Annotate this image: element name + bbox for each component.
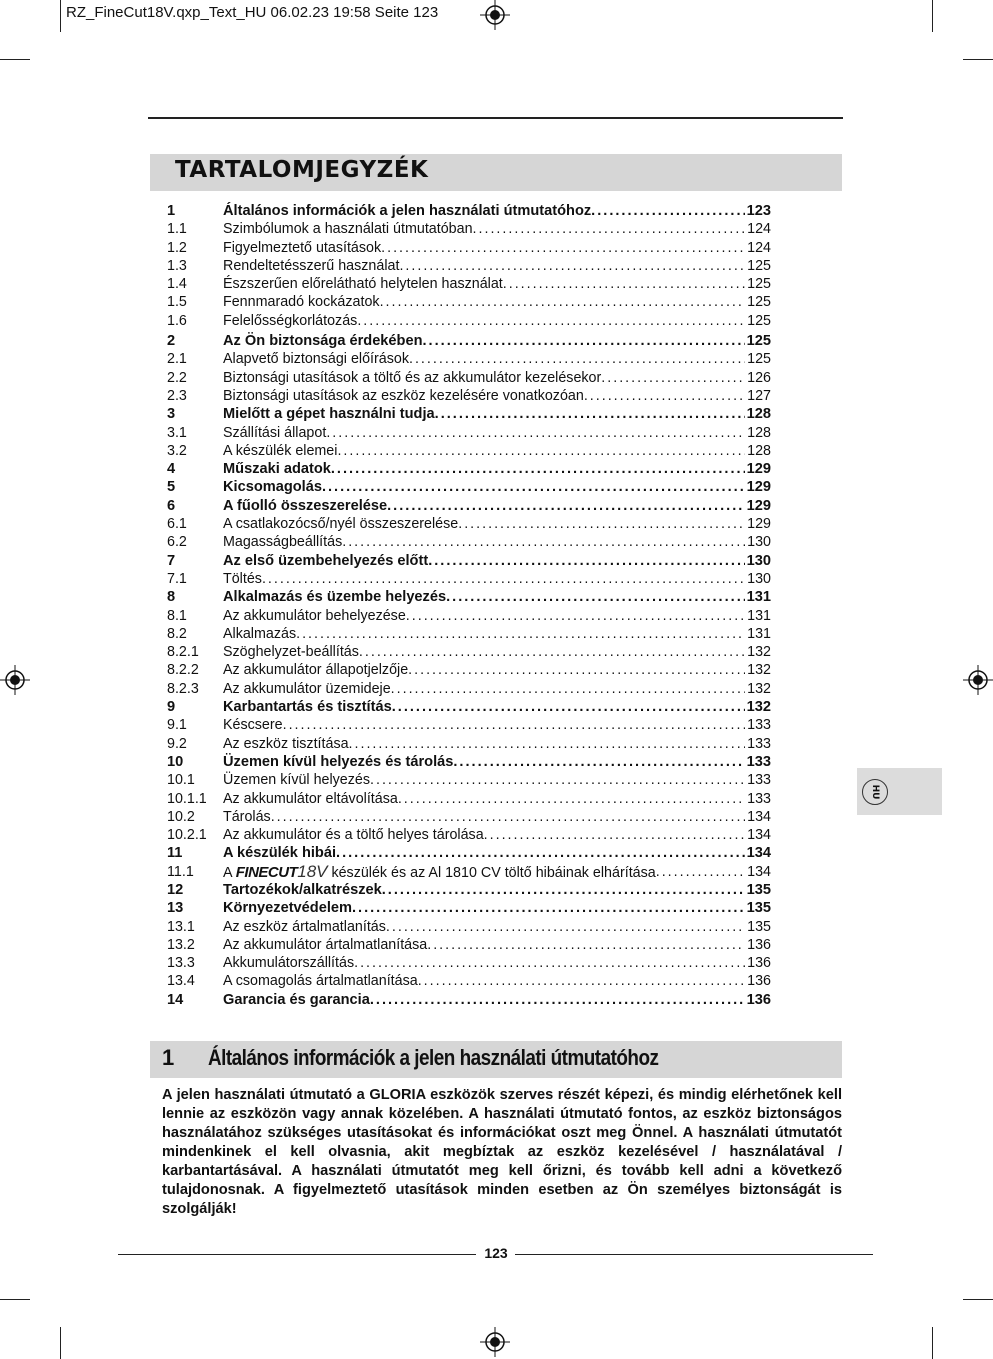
toc-entry-title-prefix: A [223,864,232,881]
toc-entry-number: 4 [167,461,176,478]
toc-entry-number: 9.2 [167,735,187,752]
toc-entry-title: Mielőtt a gépet használni tudja [223,406,435,423]
toc-leader-dots [406,607,745,625]
toc-leader-dots [283,716,746,734]
toc-entry-page: 132 [747,644,771,661]
toc-entry-page: 128 [746,406,771,423]
toc-entry[interactable] [167,899,771,917]
crop-mark [963,59,993,60]
toc-entry-title: Tartozékok/alkatrészek [223,881,382,898]
toc-entry[interactable] [167,643,771,661]
toc-entry-title: Szöghelyzet-beállítás [223,644,359,661]
toc-entry-page: 134 [746,845,771,862]
toc-entry-line [223,753,771,771]
toc-entry-line [223,863,771,881]
language-badge: HU [862,779,888,805]
toc-entry[interactable] [167,771,771,789]
top-rule [148,117,843,119]
toc-entry-title: Az eszköz tisztítása [223,735,349,752]
toc-entry-page: 125 [747,294,771,311]
toc-leader-dots [359,643,745,661]
toc-entry-line [223,312,771,330]
crop-mark [60,0,61,32]
toc-entry-title: Szimbólumok a használati útmutatóban [223,221,473,238]
toc-entry[interactable] [167,202,771,220]
toc-entry-title: Akkumulátorszállítás [223,955,355,972]
toc-entry[interactable] [167,716,771,734]
toc-entry-line [223,350,771,368]
toc-entry-title-suffix: készülék és az Al 1810 CV töltő hibáinak elhárítása [327,864,656,881]
footer-rule [118,1254,476,1255]
toc-entry-line [223,716,771,734]
toc-entry-title: Az akkumulátor üzemideje [223,680,391,697]
toc-entry-page: 131 [746,589,771,606]
toc-entry-number: 6.1 [167,516,187,533]
toc-entry[interactable] [167,954,771,972]
toc-entry-line [223,643,771,661]
toc-entry-number: 3 [167,406,176,423]
toc-entry[interactable] [167,220,771,238]
toc-entry-page: 129 [746,479,771,496]
toc-entry-number: 10.1 [167,772,195,789]
toc-entry[interactable] [167,275,771,293]
toc-entry-page: 128 [747,424,771,441]
toc-entry[interactable] [167,387,771,405]
toc-entry[interactable] [167,607,771,625]
toc-leader-dots [656,863,745,881]
crop-mark [0,1299,30,1300]
crop-mark [963,1299,993,1300]
table-of-contents [167,202,771,1009]
toc-leader-dots [381,239,745,257]
toc-entry-page: 132 [747,662,771,679]
toc-entry-number: 1.5 [167,294,187,311]
toc-entry-line [223,844,771,862]
toc-entry-number: 5 [167,479,176,496]
toc-leader-dots [473,220,746,238]
toc-entry-page: 132 [747,680,771,697]
toc-entry-page: 124 [747,221,771,238]
toc-entry-line [223,239,771,257]
toc-entry-number: 6.2 [167,534,187,551]
toc-leader-dots [446,588,745,606]
registration-mark-icon [963,665,993,695]
toc-entry[interactable] [167,478,771,496]
toc-leader-dots [271,808,745,826]
toc-leader-dots [427,936,745,954]
toc-entry-line [223,680,771,698]
toc-entry-line [223,954,771,972]
section-title: Általános információk a jelen használati útmutatóhoz [208,1045,659,1070]
toc-entry-title: Az Ön biztonsága érdekében [223,333,423,350]
toc-leader-dots [337,442,745,460]
toc-entry-title: Figyelmeztető utasítások [223,239,382,256]
toc-leader-dots [399,257,745,275]
toc-entry-number: 13 [167,900,184,917]
toc-entry-number: 3.1 [167,424,187,441]
toc-entry-number: 2.2 [167,369,187,386]
toc-leader-dots [584,387,745,405]
toc-entry[interactable] [167,588,771,606]
toc-entry-page: 134 [747,808,771,825]
toc-entry-line [223,918,771,936]
toc-entry-title: Kicsomagolás [223,479,322,496]
toc-entry[interactable] [167,332,771,350]
toc-entry-line [223,275,771,293]
print-header: RZ_FineCut18V.qxp_Text_HU 06.02.23 19:58 Seite 123 [66,4,439,21]
toc-entry[interactable] [167,826,771,844]
toc-entry-number: 13.1 [167,918,195,935]
toc-entry[interactable] [167,239,771,257]
toc-entry[interactable] [167,312,771,330]
toc-entry-page: 134 [747,863,771,880]
toc-entry-number: 8.2.3 [167,680,199,697]
toc-entry[interactable] [167,570,771,588]
toc-entry-page: 133 [747,772,771,789]
toc-entry-line [223,991,771,1009]
toc-entry-page: 125 [747,257,771,274]
toc-leader-dots [380,293,746,311]
toc-leader-dots [386,918,745,936]
intro-paragraph: A jelen használati útmutató a GLORIA eszközök szerves részét képezi, és mindig elérhetőnek kell lennie az eszközön vagy annak közelében. A használati útmutató fontos, az eszköz biztonságos használatához szükséges utasításokat és információkat oszt meg Önnel. A használati útmutatót mindenkinek el kell olvasnia, akit megbíztak az eszköz kezelésével / használatával / karbantartásával. A használati útmutatót meg kell őrizni, és tovább kell adni a következő tulajdonosnak. A figyelmeztető utasítások minden esetben az Ön személyes biztonságát is szolgálják! [162,1087,842,1217]
toc-entry-number: 7.1 [167,570,187,587]
toc-entry-title: Észszerűen előrelátható helytelen használat [223,276,503,293]
toc-entry-page: 136 [746,991,771,1008]
toc-entry[interactable] [167,552,771,570]
toc-leader-dots [428,552,744,570]
toc-entry-title: Az akkumulátor eltávolítása [223,790,398,807]
toc-entry-line [223,424,771,442]
toc-entry-number: 10 [167,753,184,770]
toc-entry-line [223,570,771,588]
toc-entry[interactable] [167,533,771,551]
toc-entry-line [223,552,771,570]
toc-entry-line [223,588,771,606]
toc-entry-number: 11 [167,845,183,862]
toc-entry-number: 8.2.2 [167,662,199,679]
toc-entry[interactable] [167,844,771,862]
toc-entry-page: 133 [746,753,771,770]
toc-entry-title [223,863,656,881]
toc-entry-line [223,936,771,954]
toc-title: TARTALOMJEGYZÉK [175,157,429,183]
toc-entry[interactable] [167,972,771,990]
toc-entry-number: 6 [167,497,176,514]
toc-entry-page: 135 [747,918,771,935]
toc-entry-title: Alapvető biztonsági előírások [223,351,409,368]
toc-entry-page: 128 [747,442,771,459]
toc-entry-line [223,497,771,515]
toc-entry-page: 123 [746,203,771,219]
toc-entry-title: Magasságbeállítás [223,534,343,551]
toc-entry-page: 132 [746,699,771,716]
toc-leader-dots [331,460,745,478]
toc-leader-dots [349,735,746,753]
toc-leader-dots [354,954,745,972]
toc-entry-title: Töltés [223,570,262,587]
toc-entry-number: 8.1 [167,607,187,624]
toc-entry-number: 10.1.1 [167,790,207,807]
toc-entry-line [223,460,771,478]
toc-entry-page: 124 [747,239,771,256]
toc-leader-dots [408,661,745,679]
toc-entry-title: A készülék elemei [223,442,338,459]
toc-entry-page: 130 [747,570,771,587]
toc-entry-number: 2.1 [167,351,187,368]
registration-mark-icon [480,1327,510,1357]
toc-entry-number: 1.3 [167,257,187,274]
toc-entry-title: Karbantartás és tisztítás [223,699,392,716]
toc-leader-dots [342,533,745,551]
toc-entry-number: 12 [167,881,184,898]
toc-entry[interactable] [167,293,771,311]
crop-mark [932,1327,933,1359]
toc-entry[interactable] [167,442,771,460]
toc-entry-number: 10.2.1 [167,827,207,844]
toc-leader-dots [382,881,745,899]
toc-leader-dots [484,826,745,844]
toc-entry[interactable] [167,680,771,698]
toc-entry-number: 1.4 [167,276,187,293]
toc-entry-number: 11.1 [167,863,194,880]
toc-leader-dots [392,698,745,716]
toc-entry-title: Az akkumulátor és a töltő helyes tárolása [223,827,484,844]
toc-entry-line [223,387,771,405]
toc-entry-page: 135 [746,881,771,898]
crop-mark [932,0,933,32]
toc-leader-dots [370,771,745,789]
toc-entry-page: 135 [746,900,771,917]
toc-leader-dots [591,202,744,220]
toc-entry-number: 3.2 [167,442,187,459]
toc-entry[interactable] [167,863,771,881]
registration-mark-icon [0,665,30,695]
toc-entry-line [223,478,771,496]
registration-mark-icon [480,0,510,30]
toc-entry-line [223,293,771,311]
toc-entry-line [223,533,771,551]
footer-rule [515,1254,873,1255]
toc-leader-dots [391,680,745,698]
finecut-logo-voltage: 18V [297,862,328,881]
toc-entry-number: 14 [167,991,184,1008]
toc-leader-dots [453,753,744,771]
toc-entry[interactable] [167,497,771,515]
toc-entry-number: 10.2 [167,808,195,825]
toc-entry-line [223,257,771,275]
toc-entry-line [223,202,771,220]
toc-leader-dots [435,405,745,423]
toc-entry-title: Az első üzembehelyezés előtt [223,552,429,569]
toc-entry-number: 9.1 [167,717,187,734]
toc-entry-page: 125 [747,351,771,368]
toc-entry-title: Az akkumulátor ártalmatlanítása [223,936,428,953]
section-number: 1 [162,1045,175,1070]
toc-entry-title: Fennmaradó kockázatok [223,294,380,311]
toc-entry-line [223,332,771,350]
toc-leader-dots [458,515,745,533]
toc-entry-page: 133 [747,717,771,734]
crop-mark [60,1327,61,1359]
toc-entry-title: Üzemen kívül helyezés [223,772,371,789]
toc-entry[interactable] [167,257,771,275]
toc-entry-title: Biztonsági utasítások az eszköz kezelésére vonatkozóan [223,387,584,404]
toc-entry-title: Biztonsági utasítások a töltő és az akkumulátor kezelésekor [223,369,602,386]
toc-entry-page: 133 [747,735,771,752]
toc-entry-title: Késcsere [223,717,283,734]
toc-entry-page: 136 [747,936,771,953]
toc-entry-title: Alkalmazás [223,625,297,642]
toc-entry-page: 129 [746,461,771,478]
toc-leader-dots [357,312,745,330]
toc-leader-dots [387,497,745,515]
toc-entry-number: 13.3 [167,955,195,972]
toc-entry-title: Az akkumulátor állapotjelzője [223,662,409,679]
toc-entry-number: 1 [167,203,176,219]
toc-entry-number: 13.2 [167,936,195,953]
toc-entry-line [223,735,771,753]
toc-entry-title: A készülék hibái [223,845,337,862]
toc-entry-page: 129 [747,516,771,533]
toc-leader-dots [398,790,745,808]
toc-entry-number: 8.2.1 [167,644,199,661]
toc-entry-title: Üzemen kívül helyezés és tárolás [223,753,454,770]
toc-entry-number: 2.3 [167,387,187,404]
toc-entry-page: 125 [747,276,771,293]
toc-entry-number: 7 [167,552,176,569]
toc-entry-title: Garancia és garancia [223,991,370,1008]
toc-entry-page: 133 [747,790,771,807]
toc-entry[interactable] [167,918,771,936]
toc-entry-line [223,771,771,789]
toc-leader-dots [262,570,745,588]
toc-entry[interactable] [167,790,771,808]
toc-leader-dots [418,972,745,990]
toc-entry[interactable] [167,991,771,1009]
toc-entry-line [223,625,771,643]
toc-entry-page: 127 [747,387,771,404]
toc-entry[interactable] [167,661,771,679]
crop-mark [0,59,30,60]
toc-entry-number: 1.2 [167,239,187,256]
toc-entry-title: A fűolló összeszerelése [223,497,388,514]
toc-entry-line [223,826,771,844]
toc-entry-line [223,881,771,899]
toc-entry[interactable] [167,460,771,478]
toc-entry-page: 125 [746,333,771,350]
toc-entry-line [223,220,771,238]
toc-entry-title: A csatlakozócső/nyél összeszerelése [223,516,459,533]
toc-entry-title: Szállítási állapot [223,424,327,441]
toc-entry[interactable] [167,625,771,643]
toc-entry[interactable] [167,753,771,771]
toc-entry-page: 129 [746,497,771,514]
toc-entry-line [223,899,771,917]
toc-entry[interactable] [167,424,771,442]
toc-entry-page: 126 [747,369,771,386]
toc-leader-dots [370,991,745,1009]
toc-leader-dots [409,350,745,368]
toc-entry-title: Környezetvédelem [223,900,352,917]
toc-entry-page: 125 [747,312,771,329]
toc-entry[interactable] [167,350,771,368]
toc-entry-page: 131 [747,625,771,642]
toc-leader-dots [322,478,745,496]
toc-leader-dots [326,424,745,442]
toc-entry[interactable] [167,515,771,533]
toc-entry-number: 8 [167,589,176,606]
toc-leader-dots [503,275,745,293]
toc-entry-line [223,369,771,387]
toc-entry-number: 1.6 [167,312,187,329]
toc-entry-page: 130 [746,552,771,569]
toc-leader-dots [352,899,745,917]
toc-entry-title: Felelősségkorlátozás [223,312,358,329]
toc-entry[interactable] [167,369,771,387]
toc-entry[interactable] [167,808,771,826]
toc-entry[interactable] [167,698,771,716]
toc-entry-line [223,515,771,533]
toc-entry-page: 130 [747,534,771,551]
toc-entry[interactable] [167,936,771,954]
toc-entry-title: Alkalmazás és üzembe helyezés [223,589,447,606]
toc-entry-title: Az eszköz ártalmatlanítás [223,918,386,935]
page-number: 123 [484,1245,508,1261]
toc-entry-line [223,442,771,460]
toc-entry-number: 2 [167,333,176,350]
toc-leader-dots [601,369,745,387]
toc-entry-page: 131 [747,607,771,624]
toc-entry-number: 13.4 [167,973,195,990]
toc-entry-page: 136 [747,973,771,990]
toc-entry[interactable] [167,735,771,753]
toc-entry-title: Tárolás [223,808,271,825]
toc-entry-page: 136 [747,955,771,972]
finecut-logo: FINECUT [235,863,298,881]
toc-entry-line [223,607,771,625]
toc-entry-title: Az akkumulátor behelyezése [223,607,406,624]
toc-entry-number: 9 [167,699,176,716]
toc-leader-dots [296,625,745,643]
toc-entry-title: Általános információk a jelen használati útmutatóhoz [223,203,592,219]
toc-entry-line [223,808,771,826]
toc-entry-title: Műszaki adatok [223,461,331,478]
toc-entry-line [223,405,771,423]
toc-entry-title: Rendeltetésszerű használat [223,257,400,274]
toc-entry-title: A csomagolás ártalmatlanítása [223,973,418,990]
toc-entry-page: 134 [747,827,771,844]
toc-leader-dots [423,332,745,350]
toc-entry-line [223,698,771,716]
toc-entry-line [223,661,771,679]
toc-entry-number: 1.1 [167,221,187,238]
toc-entry-line [223,972,771,990]
toc-entry[interactable] [167,405,771,423]
toc-entry-line [223,790,771,808]
toc-entry[interactable] [167,881,771,899]
toc-entry-number: 8.2 [167,625,187,642]
toc-leader-dots [336,844,745,862]
